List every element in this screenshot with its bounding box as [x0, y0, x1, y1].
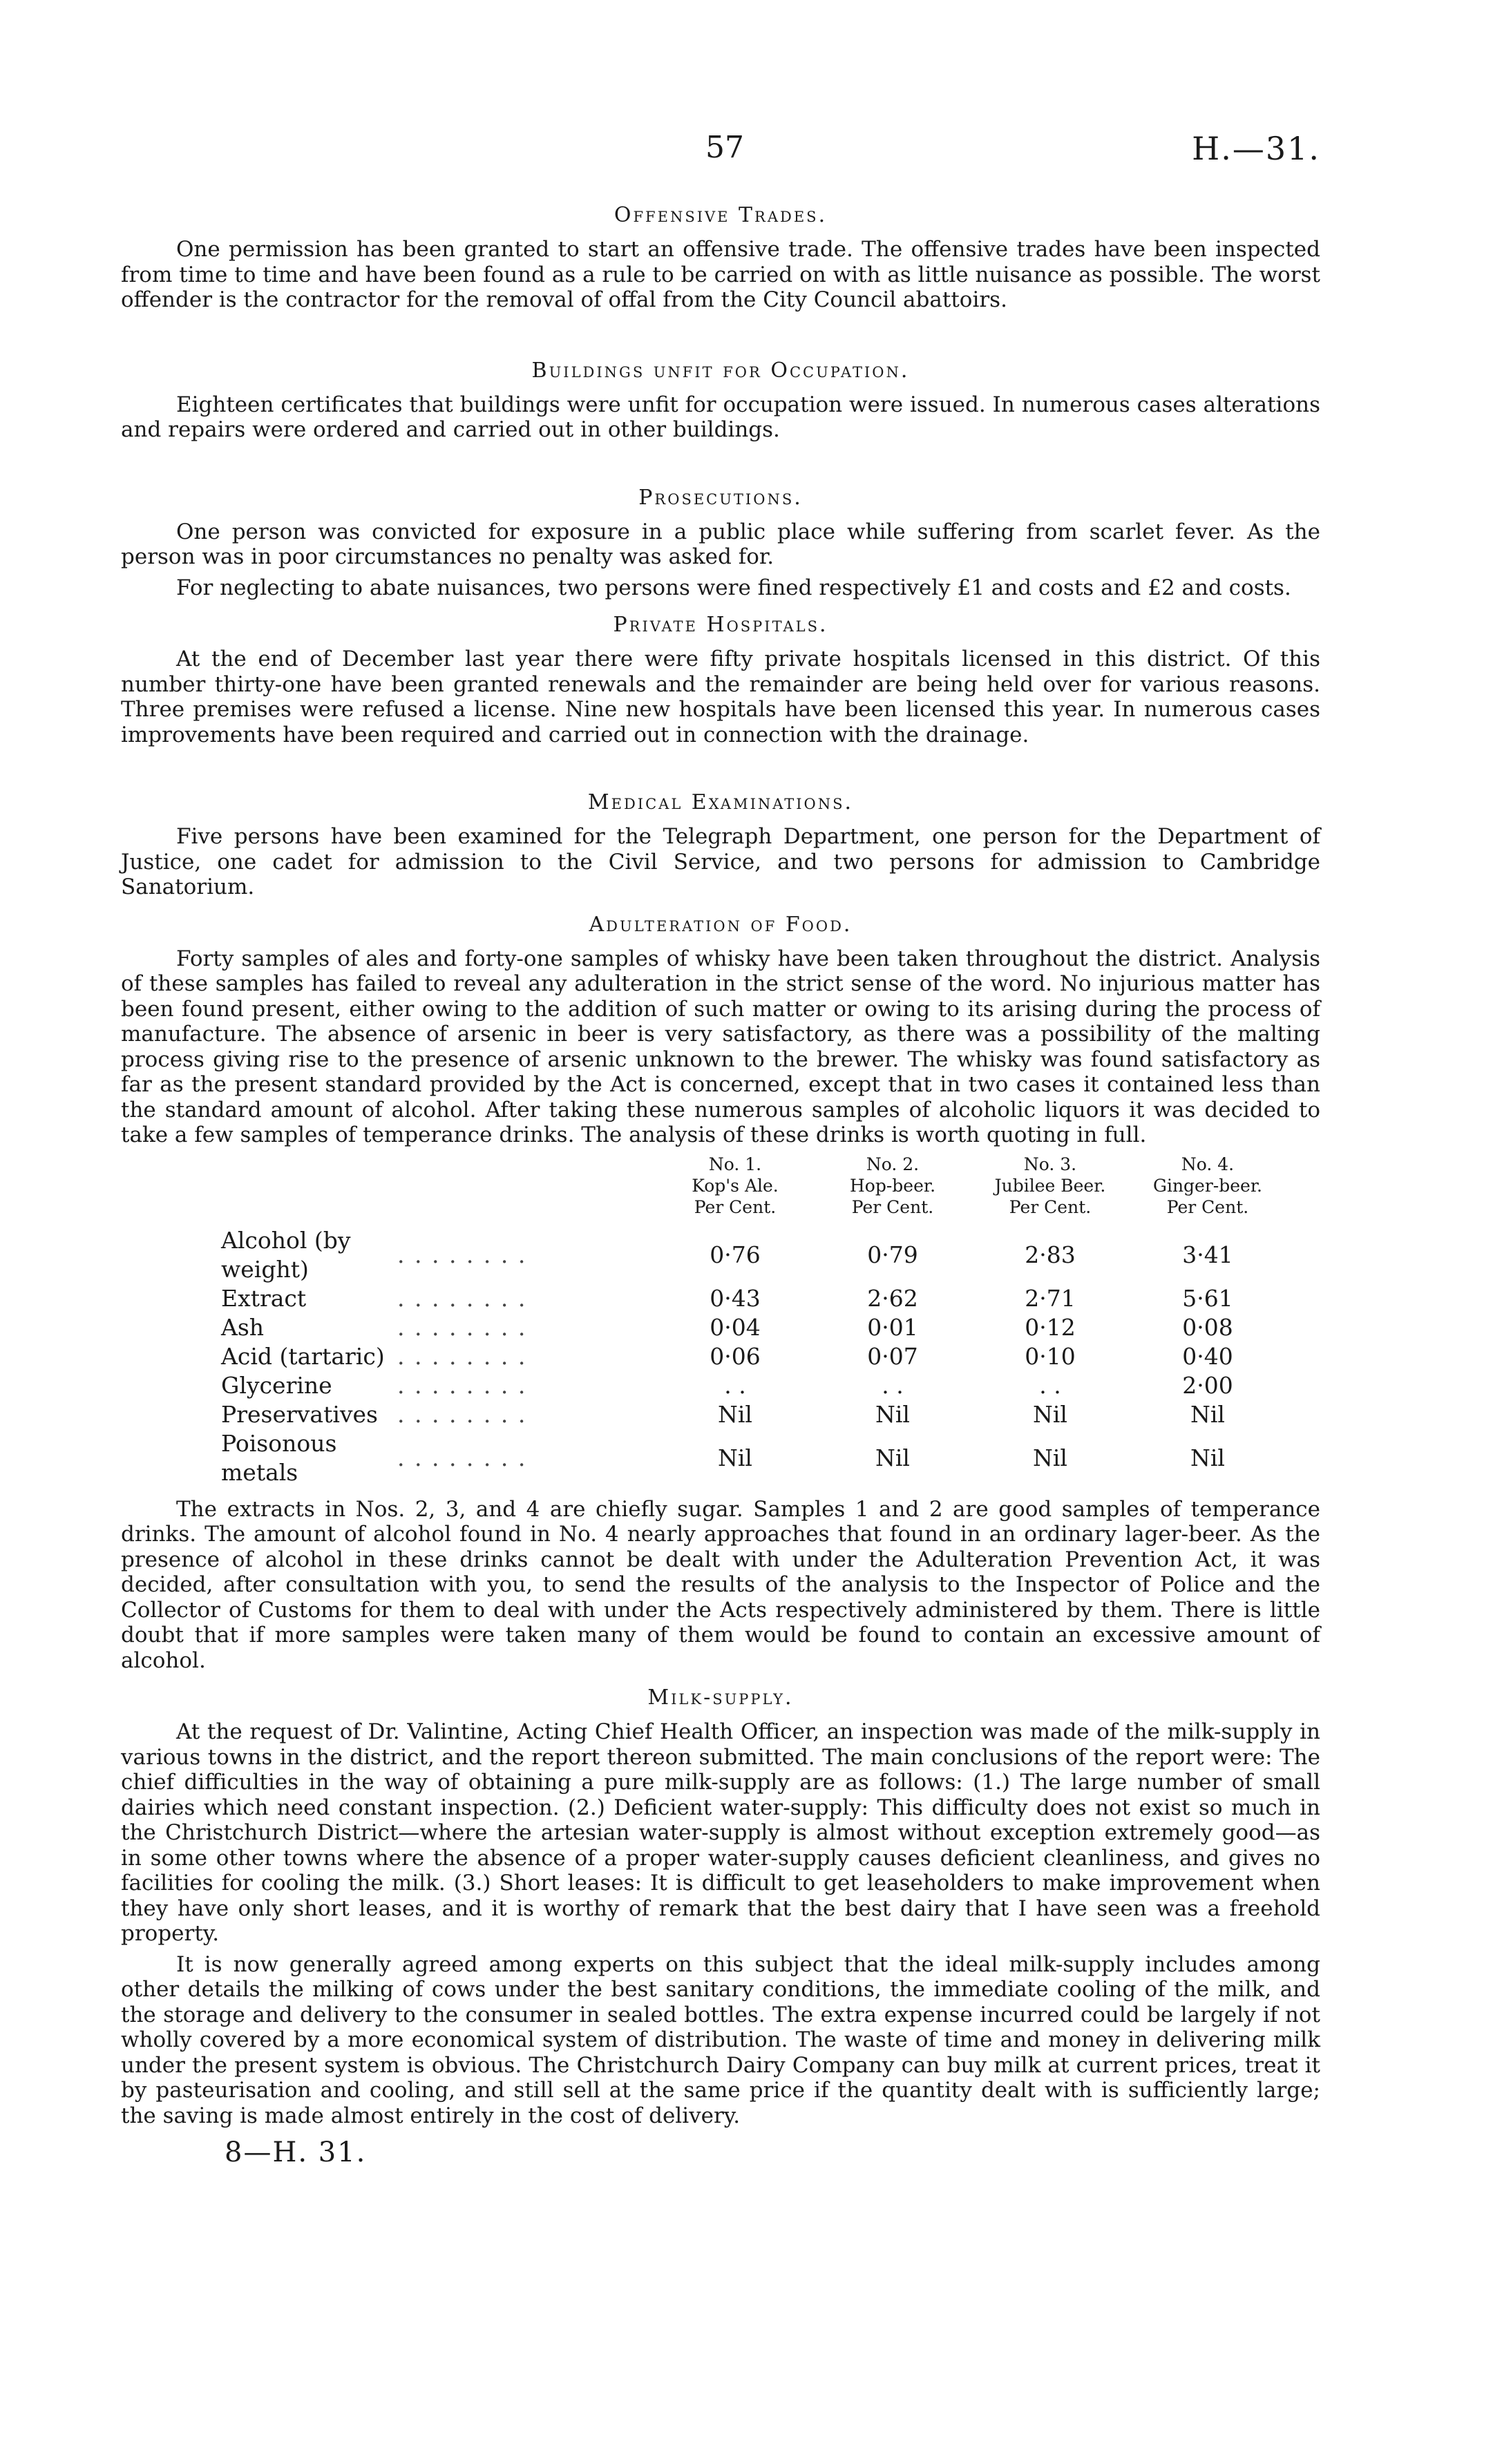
section-medical-examinations	[121, 790, 1320, 900]
section-offensive-trades	[121, 203, 1320, 313]
table-row	[221, 1313, 1286, 1342]
table-row	[221, 1400, 1286, 1429]
column-unit: Per Cent.	[694, 1196, 777, 1217]
table-cell: Nil	[718, 1444, 752, 1471]
table-row	[221, 1371, 1286, 1400]
column-name: Jubilee Beer.	[994, 1175, 1106, 1196]
table-cell: 0·43	[710, 1284, 761, 1312]
series-reference: H.—31.	[1192, 130, 1320, 167]
leader-dots: . . . . . . . .	[397, 1444, 527, 1471]
table-row	[221, 1342, 1286, 1371]
table-cell: Nil	[875, 1400, 910, 1428]
leader-dots: . . . . . . . .	[397, 1342, 527, 1370]
row-label: Extract	[221, 1284, 307, 1312]
row-label: Acid (tartaric)	[221, 1342, 385, 1370]
table-row	[221, 1429, 1286, 1487]
table-row	[221, 1284, 1286, 1313]
section-heading: Offensive Trades.	[614, 203, 828, 227]
paragraph: Five persons have been examined for the Telegraph Department, one person for the Department of Justice, one cadet for admission to the Civil Service, and two persons for admission to Cambridge Sanatorium.	[121, 824, 1320, 899]
section-prosecutions	[121, 486, 1320, 601]
row-label: Alcohol (by weight)	[221, 1226, 351, 1283]
section-private-hospitals	[121, 613, 1320, 747]
column-name: Hop-beer.	[849, 1175, 936, 1196]
table-cell: 2·62	[867, 1284, 918, 1312]
table-cell: Nil	[1190, 1400, 1225, 1428]
paragraph: One permission has been granted to start an offensive trade. The offensive trades have been inspected from time to time and have been found as a rule to be carried on with as little nuisance as possible. The worst offender is the contractor for the removal of offal from the City Council abattoirs.	[121, 237, 1320, 312]
table-cell: 3·41	[1182, 1241, 1233, 1268]
column-unit: Per Cent.	[1009, 1196, 1092, 1217]
row-label: Glycerine	[221, 1371, 332, 1399]
table-cell: 0·79	[867, 1241, 918, 1268]
section-buildings-unfit	[121, 359, 1320, 443]
section-heading: Milk-supply.	[647, 1685, 794, 1710]
table-cell: 0·40	[1182, 1342, 1233, 1370]
empty-header-cell	[397, 1154, 656, 1226]
paragraph: For neglecting to abate nuisances, two persons were fined respectively £1 and costs and £2 and costs.	[176, 575, 1291, 600]
table-cell: 0·08	[1182, 1313, 1233, 1341]
table-cell: 0·04	[710, 1313, 761, 1341]
column-number: No. 1.	[708, 1154, 762, 1174]
section-milk-supply	[121, 1685, 1320, 2128]
column-header	[656, 1154, 814, 1226]
paragraph: Eighteen certificates that buildings were unfit for occupation were issued. In numerous cases alterations and repairs were ordered and carried out in other buildings.	[121, 392, 1320, 442]
table-cell: Nil	[1190, 1444, 1225, 1471]
table-header-row	[221, 1154, 1286, 1226]
table-cell: Nil	[1033, 1444, 1067, 1471]
table-cell: 0·10	[1025, 1342, 1076, 1370]
section-heading: Medical Examinations.	[587, 790, 854, 814]
table-cell: . .	[882, 1371, 904, 1399]
table-cell: 0·12	[1025, 1313, 1076, 1341]
table-row	[221, 1226, 1286, 1284]
leader-dots: . . . . . . . .	[397, 1313, 527, 1341]
table-cell: 2·71	[1025, 1284, 1076, 1312]
section-adulteration-of-food	[121, 913, 1320, 1674]
paragraph: It is now generally agreed among experts on this subject that the ideal milk-supply includes among other details the milking of cows under the best sanitary conditions, the immediate cooling of the milk, and the storage and delivery to the consumer in sealed bottles. The extra expense incurred could be largely if not wholly covered by a more economical system of distribution. The waste of time and money in delivering milk under the present system is obvious. The Christchurch Dairy Company can buy milk at current prices, treat it by pasteurisation and cooling, and still sell at the same price if the quantity dealt with is sufficiently large; the saving is made almost entirely in the cost of delivery.	[121, 1951, 1320, 2128]
row-label: Poisonous metals	[221, 1429, 337, 1486]
page-number: 57	[705, 130, 744, 165]
column-number: No. 2.	[866, 1154, 920, 1174]
paragraph: Forty samples of ales and forty-one samples of whisky have been taken throughout the district. Analysis of these samples has failed to reveal any adulteration in the strict sense of the word. No injurious matter has been found present, either owing to the addition of such matter or owing to its arising during the process of manufacture. The absence of arsenic in beer is very satisfactory, as there was a possibility of the malting process giving rise to the presence of arsenic unknown to the brewer. The whisky was found satisfactory as far as the present standard provided by the Act is concerned, except that in two cases it contained less than the standard amount of alcohol. After taking these numerous samples of alcoholic liquors it was decided to take a few samples of temperance drinks. The analysis of these drinks is worth quoting in full.	[121, 946, 1320, 1147]
table-cell: 2·83	[1025, 1241, 1076, 1268]
table-cell: 0·76	[710, 1241, 761, 1268]
row-label: Preservatives	[221, 1400, 378, 1428]
empty-header-cell	[221, 1154, 397, 1226]
table-cell: Nil	[1033, 1400, 1067, 1428]
table-cell: 0·07	[867, 1342, 918, 1370]
column-header	[971, 1154, 1129, 1226]
column-name: Ginger-beer.	[1152, 1175, 1262, 1196]
signature-mark: 8—H. 31.	[225, 2137, 367, 2168]
section-heading: Prosecutions.	[638, 485, 803, 510]
leader-dots: . . . . . . . .	[397, 1241, 527, 1268]
paragraph: At the request of Dr. Valintine, Acting Chief Health Officer, an inspection was made of the milk-supply in various towns in the district, and the report thereon submitted. The main conclusions of the report were: The chief difficulties in the way of obtaining a pure milk-supply are as follows: (1.) The large number of small dairies which need constant inspection. (2.) Deficient water-supply: This difficulty does not exist so much in the Christchurch District—where the artesian water-supply is almost without exception extremely good—as in some other towns where the absence of a proper water-supply causes deficient cleanliness, and gives no facilities for cooling the milk. (3.) Short leases: It is difficult to get leaseholders to make improvement when they have only short leases, and it is worthy of remark that the best dairy that I have seen was a freehold property.	[121, 1719, 1320, 1946]
paragraph: The extracts in Nos. 2, 3, and 4 are chiefly sugar. Samples 1 and 2 are good samples of temperance drinks. The amount of alcohol found in No. 4 nearly approaches that found in an ordinary lager-beer. As the presence of alcohol in these drinks cannot be dealt with under the Adulteration Prevention Act, it was decided, after consultation with you, to send the results of the analysis to the Inspector of Police and the Collector of Customs for them to deal with under the Acts respectively administered by them. There is little doubt that if more samples were taken many of them would be found to contain an excessive amount of alcohol.	[121, 1496, 1320, 1673]
column-unit: Per Cent.	[1166, 1196, 1249, 1217]
paragraph: At the end of December last year there were fifty private hospitals licensed in this district. Of this number thirty-one have been granted renewals and the remainder are being held over for various reasons. Three premises were refused a license. Nine new hospitals have been licensed this year. In numerous cases improvements have been required and carried out in connection with the drainage.	[121, 647, 1320, 747]
column-number: No. 3.	[1023, 1154, 1077, 1174]
column-unit: Per Cent.	[851, 1196, 934, 1217]
table-cell: Nil	[875, 1444, 910, 1471]
table-cell: 5·61	[1182, 1284, 1233, 1312]
page-header	[121, 117, 1320, 184]
table-cell: 2·00	[1182, 1371, 1233, 1399]
row-label: Ash	[221, 1313, 265, 1341]
column-number: No. 4.	[1181, 1154, 1235, 1174]
paragraph: One person was convicted for exposure in a public place while suffering from scarlet fever. As the person was in poor circumstances no penalty was asked for.	[121, 519, 1320, 569]
section-heading: Adulteration of Food.	[589, 912, 853, 937]
section-heading: Private Hospitals.	[613, 613, 828, 637]
section-heading: Buildings unfit for Occupation.	[531, 358, 910, 383]
leader-dots: . . . . . . . .	[397, 1284, 527, 1312]
table-cell: 0·01	[867, 1313, 918, 1341]
table-cell: . .	[724, 1371, 746, 1399]
table-cell: Nil	[718, 1400, 752, 1428]
leader-dots: . . . . . . . .	[397, 1400, 527, 1428]
column-name: Kop's Ale.	[692, 1175, 779, 1196]
column-header	[814, 1154, 971, 1226]
table-cell: 0·06	[710, 1342, 761, 1370]
analysis-table	[221, 1154, 1286, 1487]
table-cell: . .	[1039, 1371, 1061, 1399]
column-header	[1129, 1154, 1286, 1226]
leader-dots: . . . . . . . .	[397, 1371, 527, 1399]
